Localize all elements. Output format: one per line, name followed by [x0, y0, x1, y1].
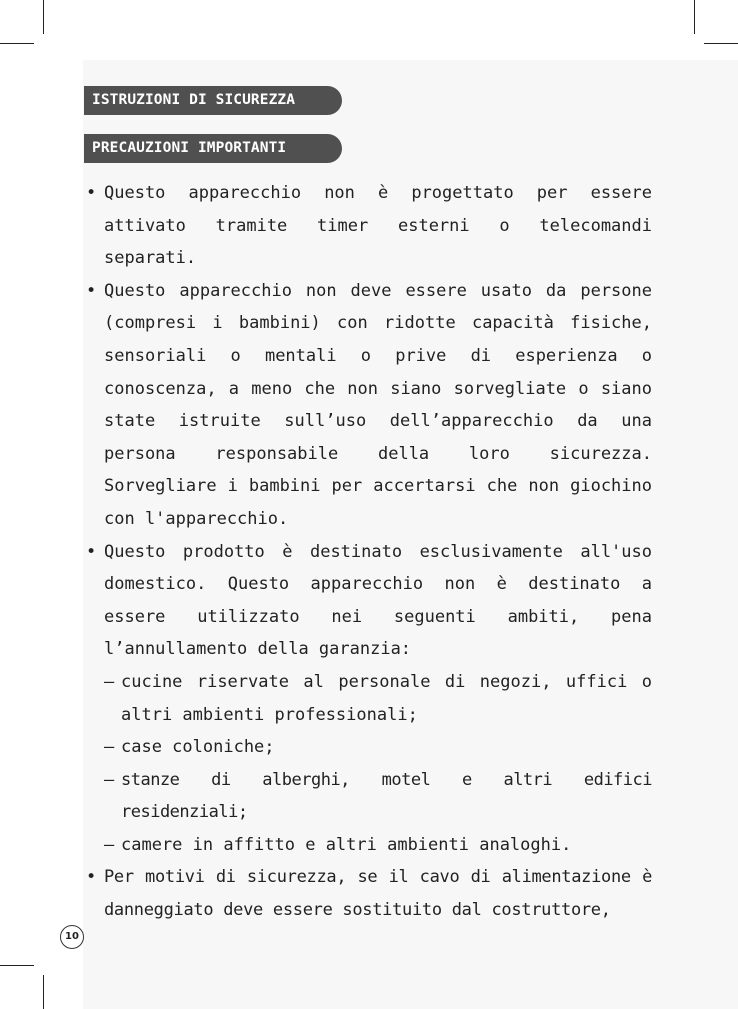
bullet-item [86, 177, 652, 275]
subsection-title: PRECAUZIONI IMPORTANTI [84, 134, 342, 163]
crop-mark-top-right-horizontal [704, 43, 738, 44]
sub-list-item [104, 829, 652, 862]
bullet-text: Questo apparecchio non è progettato per essere attivato tramite timer esterni o telecomandi separati. [104, 183, 652, 269]
safety-instructions-body [86, 177, 652, 927]
crop-mark-top-left-horizontal [0, 43, 34, 44]
dash-glyph: – [104, 671, 115, 692]
sub-item-text: camere in affitto e altri ambienti analoghi. [121, 834, 572, 855]
section-title: ISTRUZIONI DI SICUREZZA [84, 86, 342, 115]
bullet-glyph: • [86, 541, 97, 562]
bullet-text: Per motivi di sicurezza, se il cavo di alimentazione è danneggiato deve essere sostituito dal costruttore, [104, 867, 652, 921]
dash-glyph: – [104, 769, 114, 790]
page-number: 10 [60, 925, 84, 949]
bullet-item [86, 861, 652, 926]
dash-glyph: – [104, 834, 115, 855]
crop-mark-bottom-left-vertical [43, 975, 44, 1009]
bullet-glyph: • [86, 867, 96, 888]
usage-exclusions-list [104, 666, 652, 862]
bullet-glyph: • [86, 183, 97, 203]
crop-mark-top-left-vertical [43, 0, 44, 34]
bullet-text: Questo apparecchio non deve essere usato da persone (compresi i bambini) con ridotte capacità fisiche, sensoriali o mentali o prive di esperienza o conoscenza, a meno che non siano sorvegliate o siano state istruite sull’uso dell’apparecchio da una persona responsabile della loro sicurezza. Sorvegliare i bambini per accertarsi che non giochino con l'apparecchio. [104, 280, 652, 529]
crop-mark-bottom-left-horizontal [0, 965, 34, 966]
sub-item-text: stanze di alberghi, motel e altri edifici residenziali; [121, 769, 652, 823]
bullet-text: Questo prodotto è destinato esclusivamente all'uso domestico. Questo apparecchio non è destinato a essere utilizzato nei seguenti ambiti, pena l’annullamento della garanzia: [104, 541, 652, 660]
sub-item-text: case coloniche; [121, 737, 275, 758]
crop-mark-top-right-vertical [694, 0, 695, 34]
sub-list-item [104, 764, 652, 829]
bullet-item [86, 275, 652, 536]
bullet-item [86, 536, 652, 862]
sub-item-text: cucine riservate al personale di negozi, uffici o altri ambienti professionali; [121, 671, 652, 725]
sub-list-item [104, 666, 652, 731]
sub-list-item [104, 731, 652, 764]
bullet-glyph: • [86, 280, 97, 301]
dash-glyph: – [104, 737, 115, 758]
